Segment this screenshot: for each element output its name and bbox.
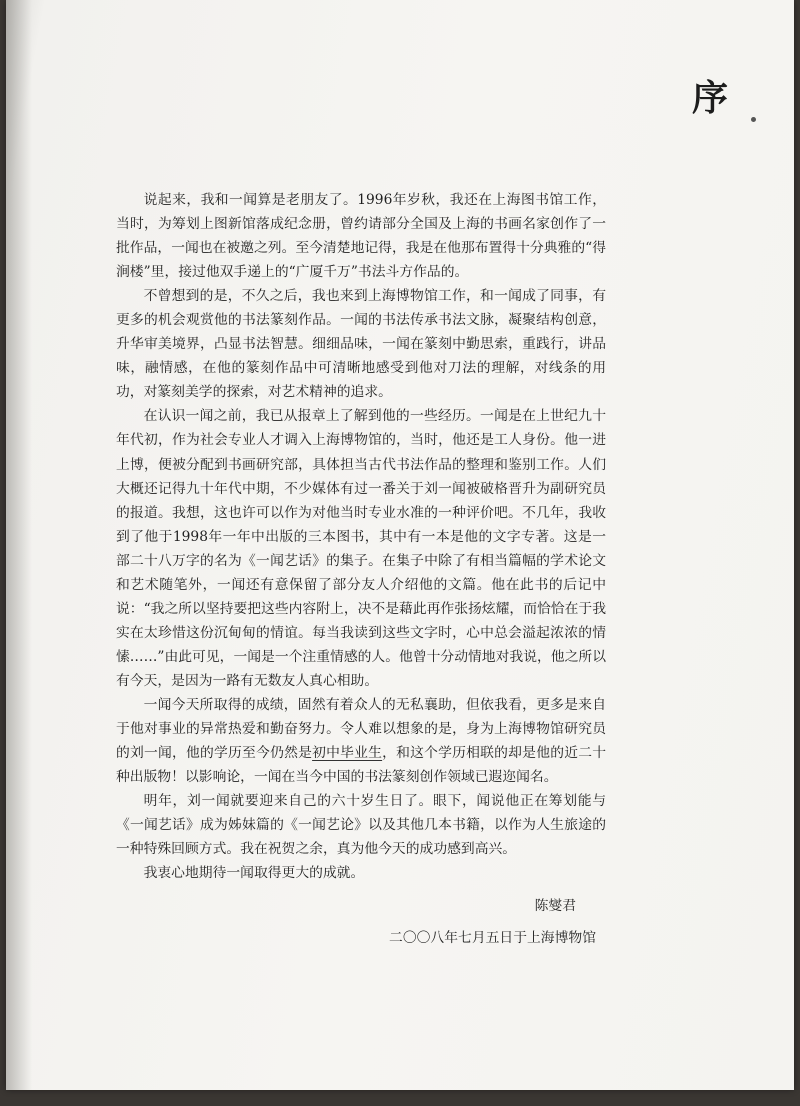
- date-line: 二〇〇八年七月五日于上海博物馆: [389, 930, 596, 946]
- paragraph-5: 明年，刘一闻就要迎来自己的六十岁生日了。眼下，闻说他正在筹划能与《一闻艺话》成为姊妹篇的《一闻艺论》以及其他几本书籍，以作为人生旅途的一种特殊回顾方式。我在祝贺之余，真为他今天的成功感到高兴。: [116, 793, 606, 858]
- spine-shadow: [6, 0, 32, 1090]
- paragraph-2: 不曾想到的是，不久之后，我也来到上海博物馆工作，和一闻成了同事，有更多的机会观赏他的书法篆刻作品。一闻的书法传承书法文脉，凝聚结构创意，升华审美境界，凸显书法智慧。细细品味，一闻在篆刻中勤思索，重践行，讲品味，融情感，在他的篆刻作品中可清晰地感受到他对刀法的理解，对线条的用功，对篆刻美学的探索，对艺术精神的追求。: [116, 288, 606, 401]
- page-title: 序: [692, 77, 729, 119]
- underlined-education: 初中毕业生: [312, 745, 383, 762]
- paragraph-3: 在认识一闻之前，我已从报章上了解到他的一些经历。一闻是在上世纪九十年代初，作为社会专业人才调入上海博物馆的，当时，他还是工人身份。他一进上博，便被分配到书画研究部，具体担当古代书法作品的整理和鉴别工作。人们大概还记得九十年代中期，不少媒体有过一番关于刘一闻被破格晋升为副研究员的报道。我想，这也许可以作为对他当时专业水准的一种评价吧。不几年，我收到了他于1998年一年中出版的三本图书，其中有一本是他的文字专著。这是一部二十八万字的名为《一闻艺话》的集子。在集子中除了有相当篇幅的学术论文和艺术随笔外，一闻还有意保留了部分友人介绍他的文篇。他在此书的后记中说：“我之所以坚持要把这些内容附上，决不是藉此再作张扬炫耀，而恰恰在于我实在太珍惜这份沉甸甸的情谊。每当我读到这些文字时，心中总会溢起浓浓的情愫……”由此可见，一闻是一个注重情感的人。他曾十分动情地对我说，他之所以有今天，是因为一路有无数友人真心相助。: [116, 408, 606, 689]
- punch-mark: [751, 117, 756, 122]
- book-page: [6, 0, 794, 1090]
- author-name: 陈燮君: [534, 898, 576, 914]
- paragraph-4-part-a: 一闻今天所取得的成绩，固然有着众人的无私襄助，但依我看，更多是来自于他对事业的异常热爱和勤奋努力。令人难以想象的是，身为上海博物馆研究员的刘一闻，他的学历至今仍然是: [116, 696, 606, 762]
- paragraph-6: 我衷心地期待一闻取得更大的成就。: [143, 865, 365, 882]
- paragraph-1: 说起来，我和一闻算是老朋友了。1996年岁秋，我还在上海图书馆工作，当时，为筹划上图新馆落成纪念册，曾约请部分全国及上海的书画名家创作了一批作品，一闻也在被邀之列。至今清楚地记得，我是在他那布置得十分典雅的“得涧楼”里，接过他双手递上的“广厦千万”书法斗方作品的。: [116, 192, 606, 281]
- paragraph-4: [116, 693, 606, 789]
- paragraph-4-part-c: ，和这个学历相联的却是他的近二十种出版物！以影响论，一闻在当今中国的书法篆刻创作领域已遐迩闻名。: [116, 745, 607, 786]
- preface-body: [116, 188, 606, 885]
- signature-block: [116, 890, 606, 954]
